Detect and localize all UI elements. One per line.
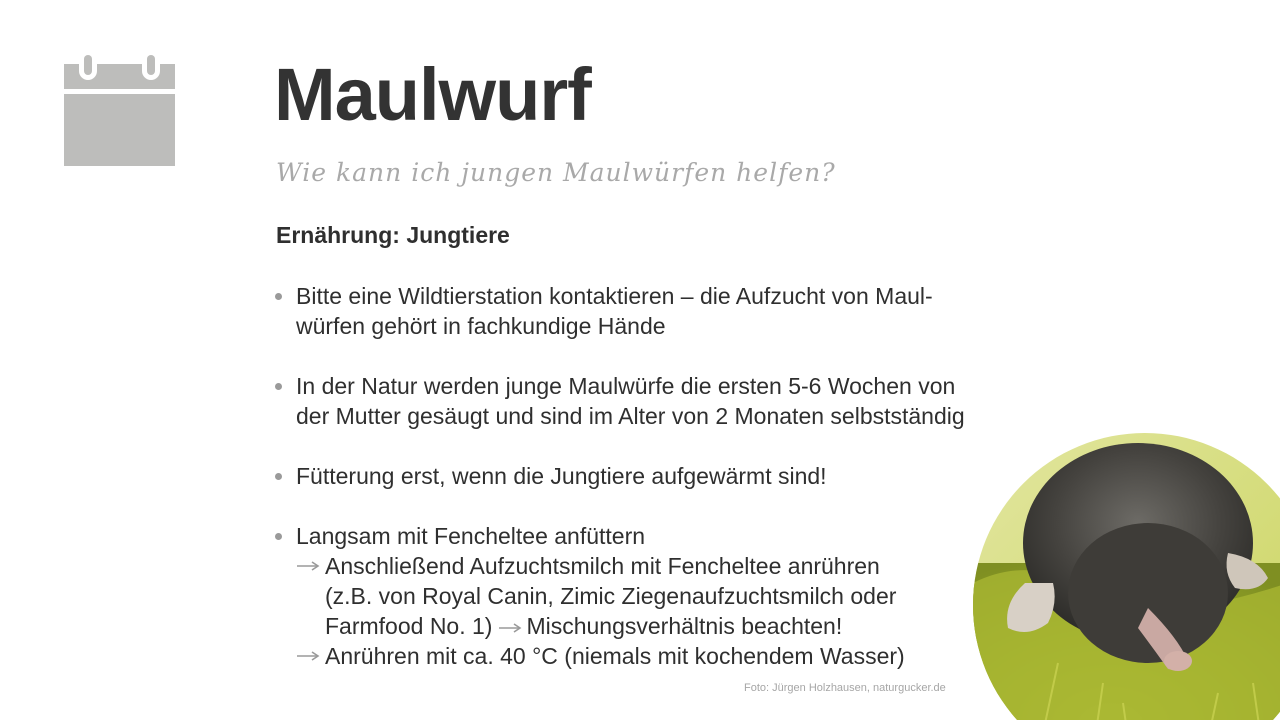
bullet-dot xyxy=(275,533,282,540)
sub-item-line xyxy=(325,611,1074,641)
list-item xyxy=(274,371,1074,431)
page-title: Maulwurf xyxy=(274,53,591,136)
arrow-right-icon xyxy=(296,560,320,572)
list-item xyxy=(274,461,1074,491)
bullet-dot xyxy=(275,293,282,300)
arrow-right-icon xyxy=(296,650,320,662)
bullet-text: Langsam mit Fencheltee anfüttern xyxy=(296,523,646,549)
arrow-right-icon xyxy=(498,622,522,634)
sub-item-text: Anrühren mit ca. 40 °C (niemals mit kochendem Wasser) xyxy=(325,643,905,669)
sub-item xyxy=(296,641,1074,671)
bullet-dot xyxy=(275,383,282,390)
bullet-text: In der Natur werden junge Maulwürfe die ersten 5-6 Wochen von xyxy=(296,373,956,399)
page-subtitle: Wie kann ich jungen Maulwürfen helfen? xyxy=(276,158,836,187)
list-item xyxy=(274,521,1074,671)
sub-item-text: Mischungsverhältnis beachten! xyxy=(526,613,843,639)
sub-item xyxy=(296,551,1074,641)
list-item xyxy=(274,281,1074,341)
section-heading: Ernährung: Jungtiere xyxy=(276,222,510,248)
bullet-text: würfen gehört in fachkundige Hände xyxy=(296,313,666,339)
calendar-icon xyxy=(64,54,175,166)
bullet-text: Fütterung erst, wenn die Jungtiere aufgewärmt sind! xyxy=(296,463,827,489)
sub-item-text: (z.B. von Royal Canin, Zimic Ziegenaufzuchtsmilch oder xyxy=(325,583,897,609)
bullet-list xyxy=(274,281,1074,671)
bullet-text: der Mutter gesäugt und sind im Alter von 2 Monaten selbstständig xyxy=(296,403,965,429)
sub-item-text: Farmfood No. 1) xyxy=(325,613,493,639)
bullet-text: Bitte eine Wildtierstation kontaktieren – die Aufzucht von Maul- xyxy=(296,283,933,309)
bullet-dot xyxy=(275,473,282,480)
sub-item-text: Anschließend Aufzuchtsmilch mit Fencheltee anrühren xyxy=(325,553,880,579)
photo-credit: Foto: Jürgen Holzhausen, naturgucker.de xyxy=(744,682,946,694)
